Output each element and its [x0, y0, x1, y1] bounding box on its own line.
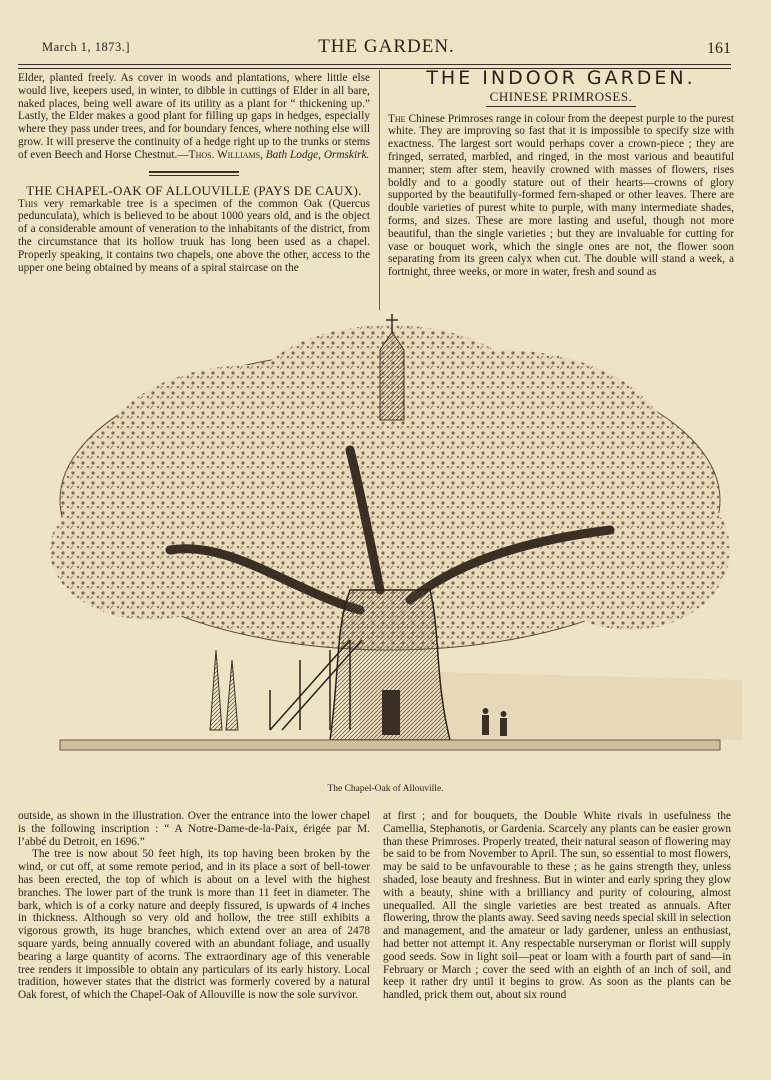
primrose-paragraph [388, 113, 734, 279]
lead-word: The [388, 112, 406, 125]
left-column-top [18, 72, 370, 274]
right-column-top [388, 67, 734, 279]
signature [189, 149, 370, 161]
primrose-care-paragraph: at first ; and for bouquets, the Double White rivals in usefulness the Camellia, Stephanotis, or Gardenia. Scarcely any plants can be easier grown than these Primroses. Properly treated, their natural season of flowering may be said to be from November to April. The sun, so essential to most flowers, may be said to be unfavourable to these ; as he gains strength they, unless shaded, lose beauty and freshness. But in winter and early spring they glow with a beauty, shine with a brilliancy and purity of colouring, almost unequalled. All the single varieties are best treated as annuals. After flowering, throw the plants away. Seed saving needs special skill in selection and management, and the amateur or lady gardener, unless an enthusiast, had better not attempt it. Any respectable nurseryman or florist will supply good seeds. Sow in light soil—peat or loam with a fourth part of sand—in February or March ; cover the seed with an eighth of an inch of soil, and keep it rather dry until it begins to grow. As soon as the plants can be handled, prick them out, about six round [383, 810, 731, 1002]
inscription-paragraph: outside, as shown in the illustration. Over the entrance into the lower chapel is the following inscription : “ A Notre-Dame-de-la-Paix, érigée par M. l’abbé du Detroit, en 1696.” [18, 810, 370, 848]
left-column-bottom [18, 810, 370, 1002]
chapel-oak-title: THE CHAPEL-OAK OF ALLOUVILLE (PAYS DE CAUX). [26, 182, 362, 198]
elder-paragraph [18, 72, 370, 162]
chapel-oak-engraving [30, 310, 742, 760]
primrose-text: Chinese Primroses range in colour from the deepest purple to the purest white. They are improving so fast that it is impossible to specify size with exactness. The largest sort would perhaps cover a crown-piece ; they are fringed, serrated, marbled, and ringed, in the most various and beautiful manner; stem after stem, heavily crowned with masses of flowers, rises boldly and to a goodly stature out of their hearts—crowns of glory supported by the beautifully-formed fern-shaped or other leaves. There are double varieties of purest white to purple, with many intermediate shades, forms, and sizes. These are more lasting and useful, though not more beautiful, than the single varieties ; but they are invaluable for cutting for vase or bouquet work, which the single ones are not, the flower soon separating from its green calyx when cut. The double will stand a week, a fortnight, three weeks, or more in water, fresh and sound as [388, 112, 734, 279]
signature-name: Thos. Williams, [188, 148, 263, 161]
elder-text: Elder, planted freely. As cover in woods and plantations, where little else would live, keepers used, in winter, to dibble in cuttings of Elder in all bare, naked places, being well aware of its utility as a plant for “ thickening up.” Lastly, the Elder makes a good plant for filling up gaps in hedges, especially where they pass under trees, and for boundary fences, where nothing else will grow. It will preserve the continuity of a hedge right up to the trunks or stems of even Beech and Horse Chestnut.— [18, 72, 370, 161]
chapel-oak-intro-text: very remarkable tree is a specimen of the common Oak (Quercus pedunculata), which is believed to be about 1000 years old, and is the object of a considerable amount of veneration to the inhabitants of the district, from the circumstance that its hollow truuk has long been used as a chapel. Properly speaking, it contains two chapels, one above the other, access to the upper one being obtained by means of a spiral staircase on the [18, 197, 370, 274]
column-divider [379, 70, 380, 332]
page-number: 161 [707, 40, 731, 57]
issue-date: March 1, 1873.] [42, 40, 131, 54]
right-column-bottom [383, 810, 731, 1002]
chapel-door [382, 690, 400, 735]
chapel-oak-intro [18, 198, 370, 275]
journal-title: THE GARDEN. [318, 36, 455, 57]
lead-word: This [18, 197, 38, 210]
tree-description-paragraph: The tree is now about 50 feet high, its top having been broken by the wind, or cut off, at some remote period, and in its place a sort of bell-tower has been erected, the top of which is about on a level with the highest branches. The lower part of the trunk is more than 11 feet in diameter. The bark, which is of a corky nature and deeply fissured, is upwards of 4 inches in thickness. Although so very old and hollow, the tree still exhibits a vigorous growth, its huge branches, which extend over an area of 2478 square yards, being annually covered with an abundant foliage, and usually bearing a large quantity of acorns. The extraordinary age of this venerable tree renders it impossible to obtain any particulars of its early history. Local tradition, however states that the district was formerly covered by a natural Oak forest, of which the Chapel-Oak of Allouville is now the sole survivor. [18, 848, 370, 1002]
article-separator [149, 171, 239, 176]
indoor-garden-heading: THE INDOOR GARDEN. [426, 67, 696, 89]
ground [60, 740, 720, 750]
chinese-primroses-heading: CHINESE PRIMROSES. [489, 88, 633, 104]
running-head [42, 36, 731, 62]
illustration-caption: The Chapel-Oak of Allouville. [327, 784, 444, 794]
subheading-rule [486, 106, 636, 107]
signature-place: Bath Lodge, Ormskirk. [262, 148, 370, 161]
